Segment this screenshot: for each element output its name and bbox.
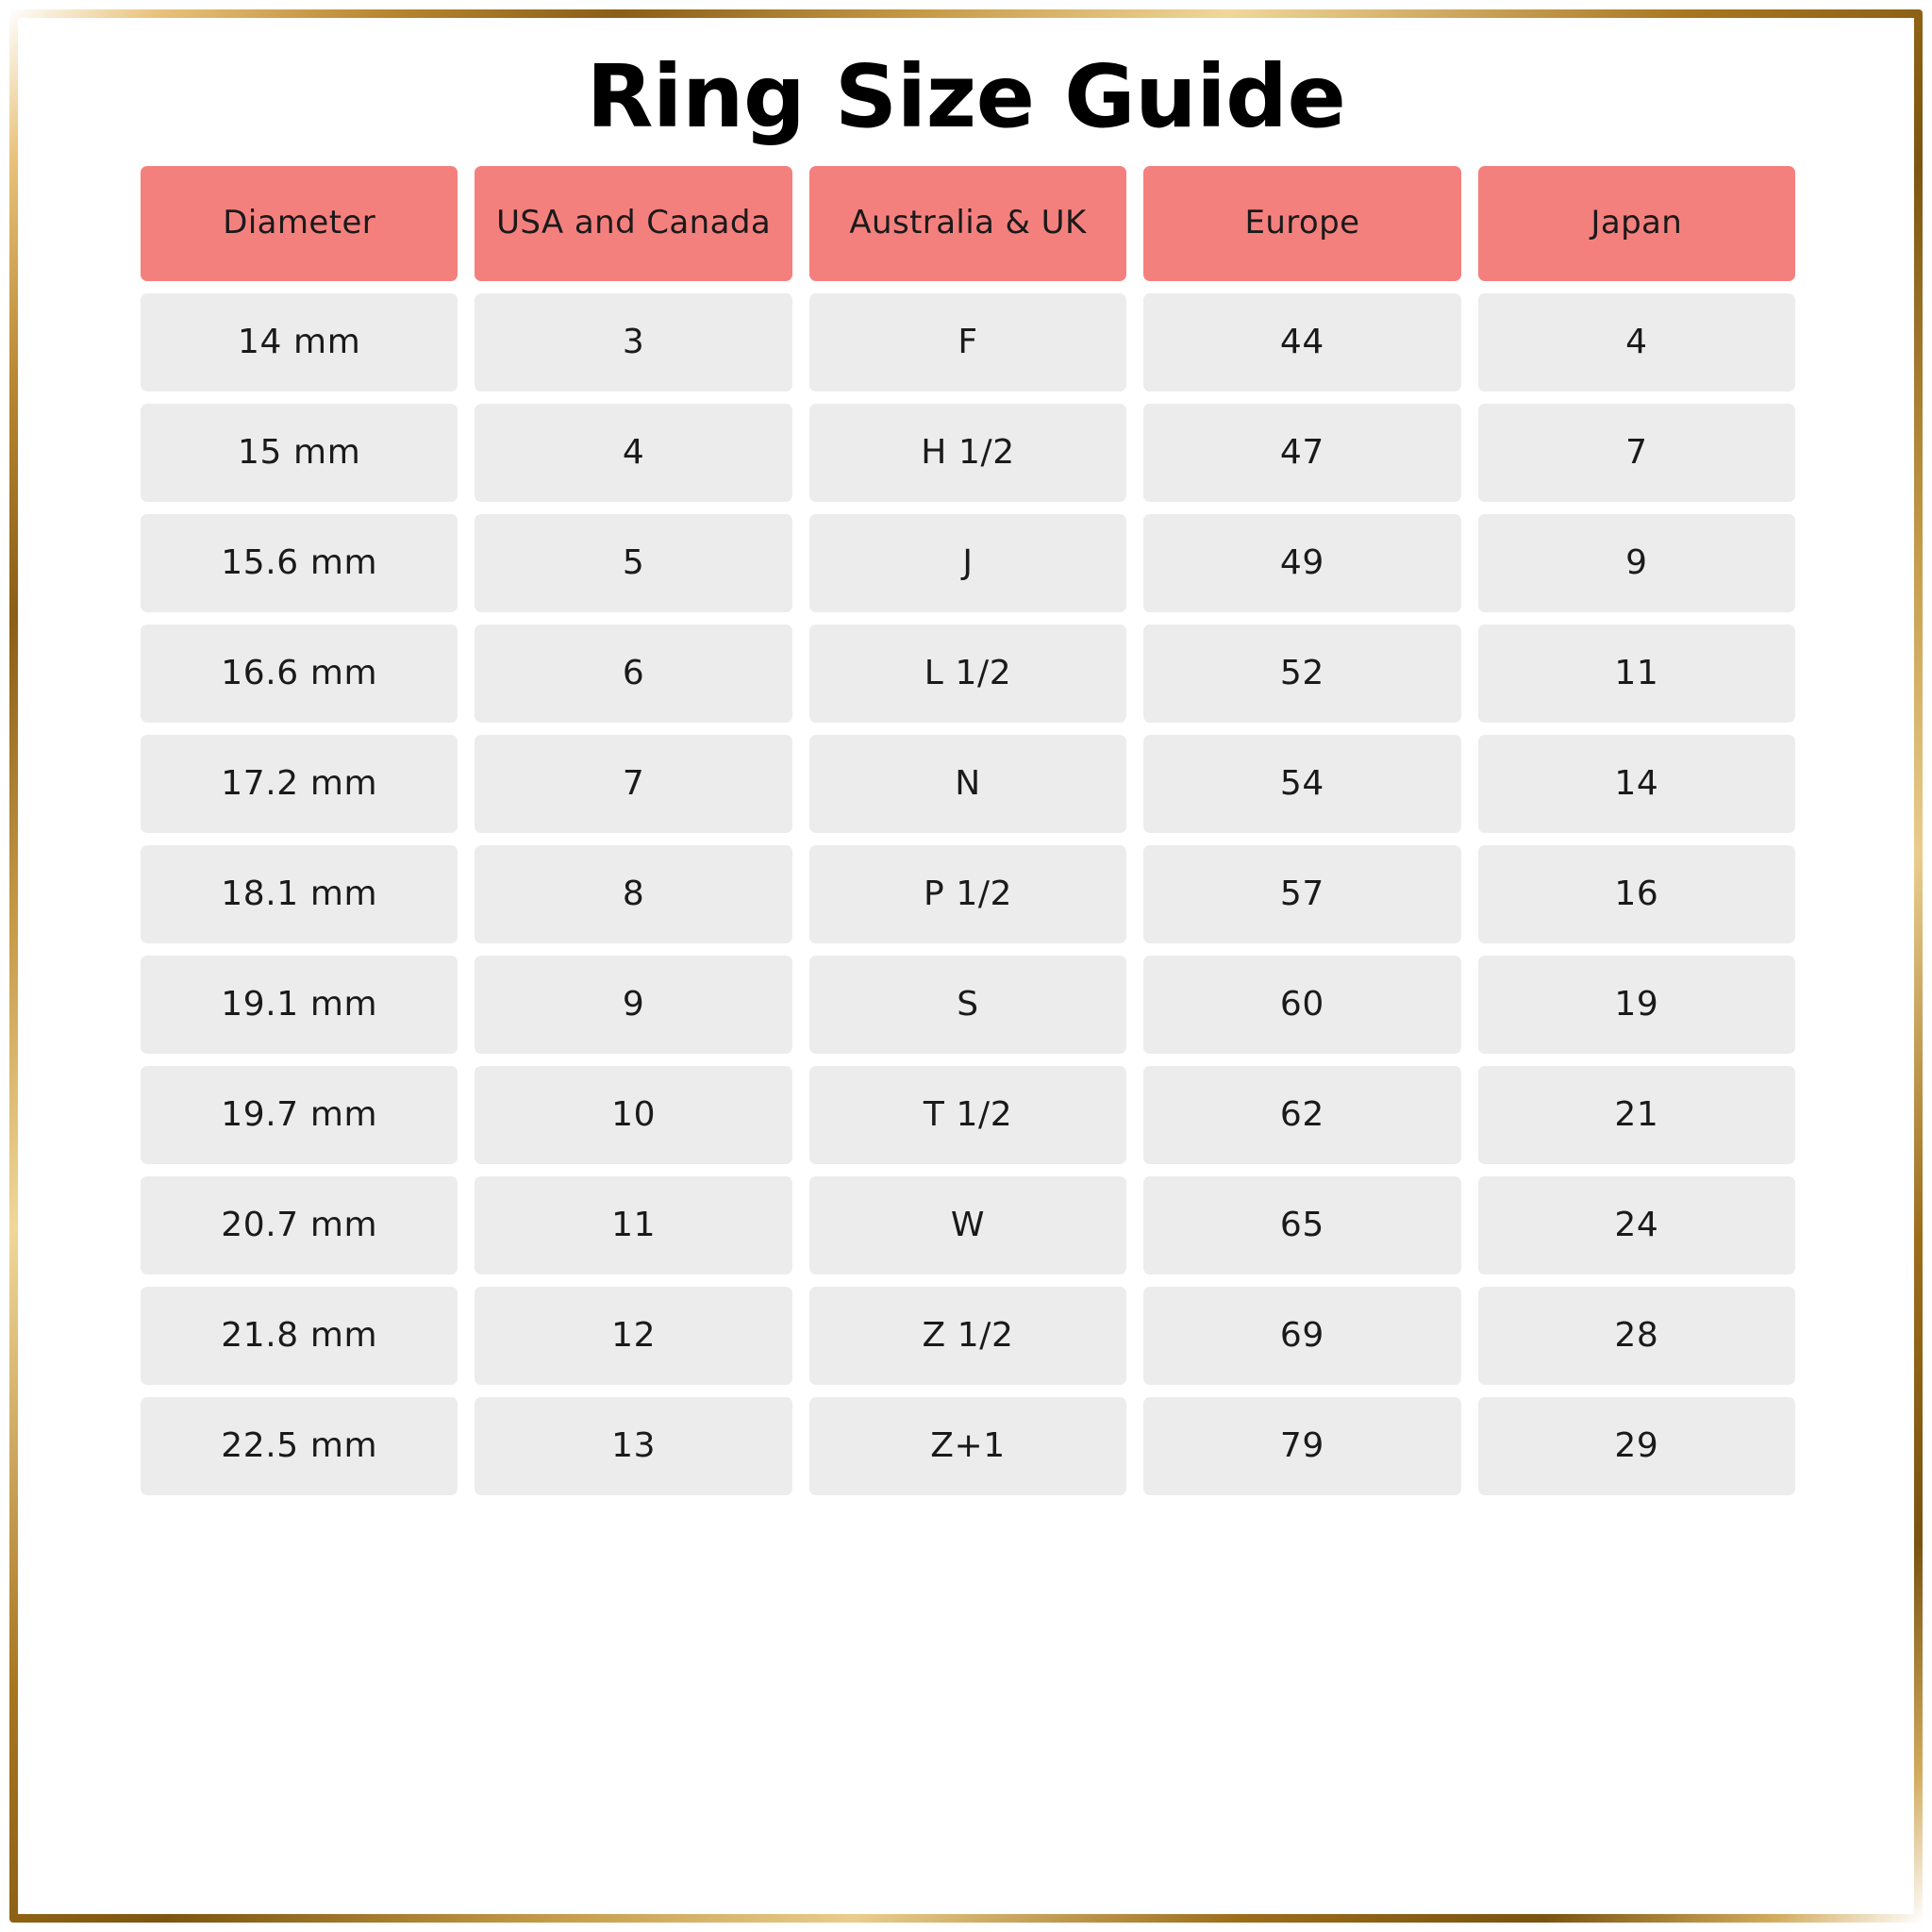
cell-australia-uk: W — [809, 1176, 1126, 1274]
cell-europe: 62 — [1143, 1066, 1460, 1164]
column-header-label: USA and Canada — [496, 203, 772, 242]
cell-usa-canada: 12 — [475, 1287, 791, 1385]
cell-europe: 60 — [1143, 956, 1460, 1054]
cell-diameter: 17.2 mm — [141, 735, 458, 833]
cell-japan: 14 — [1478, 735, 1795, 833]
cell-japan: 7 — [1478, 404, 1795, 502]
table-row — [141, 735, 1795, 833]
page-title: Ring Size Guide — [586, 46, 1346, 147]
cell-australia-uk: S — [809, 956, 1126, 1054]
cell-europe: 65 — [1143, 1176, 1460, 1274]
decorative-gold-frame — [9, 9, 1923, 1923]
table-row — [141, 1397, 1795, 1495]
cell-australia-uk: Z+1 — [809, 1397, 1126, 1495]
cell-diameter: 19.7 mm — [141, 1066, 458, 1164]
cell-usa-canada: 3 — [475, 293, 791, 391]
table-row — [141, 404, 1795, 502]
cell-diameter: 14 mm — [141, 293, 458, 391]
cell-japan: 29 — [1478, 1397, 1795, 1495]
column-header-australia-uk — [809, 166, 1126, 281]
cell-usa-canada: 9 — [475, 956, 791, 1054]
cell-australia-uk: T 1/2 — [809, 1066, 1126, 1164]
cell-usa-canada: 10 — [475, 1066, 791, 1164]
table-row — [141, 514, 1795, 612]
cell-diameter: 16.6 mm — [141, 625, 458, 723]
cell-australia-uk: H 1/2 — [809, 404, 1126, 502]
cell-australia-uk: P 1/2 — [809, 845, 1126, 943]
cell-diameter: 15.6 mm — [141, 514, 458, 612]
table-row — [141, 625, 1795, 723]
cell-diameter: 19.1 mm — [141, 956, 458, 1054]
cell-australia-uk: F — [809, 293, 1126, 391]
cell-diameter: 22.5 mm — [141, 1397, 458, 1495]
cell-europe: 47 — [1143, 404, 1460, 502]
ring-size-table — [42, 166, 1890, 1495]
cell-usa-canada: 5 — [475, 514, 791, 612]
cell-japan: 11 — [1478, 625, 1795, 723]
cell-japan: 21 — [1478, 1066, 1795, 1164]
column-header-europe — [1143, 166, 1460, 281]
cell-australia-uk: N — [809, 735, 1126, 833]
table-header-row — [141, 166, 1795, 281]
cell-europe: 49 — [1143, 514, 1460, 612]
column-header-label: Japan — [1591, 203, 1683, 242]
table-row — [141, 845, 1795, 943]
cell-usa-canada: 11 — [475, 1176, 791, 1274]
cell-europe: 69 — [1143, 1287, 1460, 1385]
table-row — [141, 1176, 1795, 1274]
column-header-label: Australia & UK — [849, 203, 1087, 242]
cell-europe: 54 — [1143, 735, 1460, 833]
column-header-japan — [1478, 166, 1795, 281]
cell-europe: 44 — [1143, 293, 1460, 391]
cell-europe: 57 — [1143, 845, 1460, 943]
cell-japan: 9 — [1478, 514, 1795, 612]
cell-europe: 79 — [1143, 1397, 1460, 1495]
column-header-diameter — [141, 166, 458, 281]
table-row — [141, 1066, 1795, 1164]
cell-japan: 16 — [1478, 845, 1795, 943]
cell-usa-canada: 7 — [475, 735, 791, 833]
cell-usa-canada: 6 — [475, 625, 791, 723]
cell-usa-canada: 4 — [475, 404, 791, 502]
table-row — [141, 293, 1795, 391]
cell-diameter: 21.8 mm — [141, 1287, 458, 1385]
cell-australia-uk: L 1/2 — [809, 625, 1126, 723]
cell-japan: 24 — [1478, 1176, 1795, 1274]
cell-diameter: 18.1 mm — [141, 845, 458, 943]
cell-japan: 4 — [1478, 293, 1795, 391]
cell-diameter: 20.7 mm — [141, 1176, 458, 1274]
table-row — [141, 1287, 1795, 1385]
cell-australia-uk: J — [809, 514, 1126, 612]
cell-usa-canada: 13 — [475, 1397, 791, 1495]
cell-europe: 52 — [1143, 625, 1460, 723]
cell-japan: 28 — [1478, 1287, 1795, 1385]
column-header-label: Europe — [1244, 203, 1360, 242]
cell-usa-canada: 8 — [475, 845, 791, 943]
column-header-usa-canada — [475, 166, 791, 281]
cell-japan: 19 — [1478, 956, 1795, 1054]
cell-australia-uk: Z 1/2 — [809, 1287, 1126, 1385]
table-row — [141, 956, 1795, 1054]
column-header-label: Diameter — [223, 203, 376, 242]
cell-diameter: 15 mm — [141, 404, 458, 502]
